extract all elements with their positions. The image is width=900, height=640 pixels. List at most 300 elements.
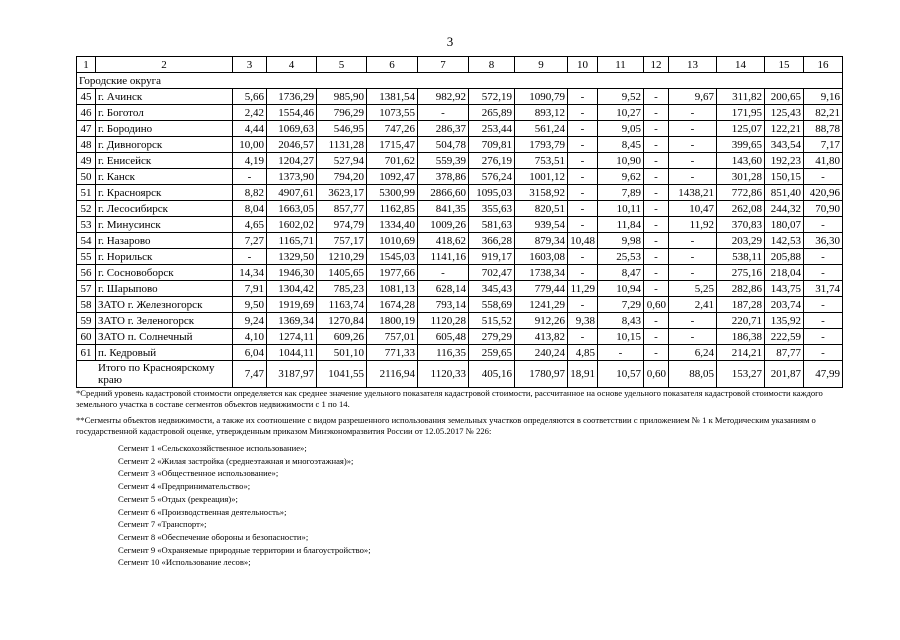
- table-cell: -: [644, 105, 669, 121]
- table-cell: 9,24: [233, 313, 267, 329]
- table-cell: -: [568, 169, 598, 185]
- municipality-name: г. Назарово: [96, 233, 233, 249]
- table-cell: 609,26: [317, 329, 367, 345]
- row-index: 59: [77, 313, 96, 329]
- table-cell: 1304,42: [267, 281, 317, 297]
- table-cell: 919,17: [469, 249, 515, 265]
- table-cell: 275,16: [717, 265, 765, 281]
- table-cell: -: [804, 313, 843, 329]
- table-cell: 9,38: [568, 313, 598, 329]
- table-cell: 772,86: [717, 185, 765, 201]
- table-cell: 572,19: [469, 89, 515, 105]
- table-cell: 4907,61: [267, 185, 317, 201]
- table-cell: 561,24: [515, 121, 568, 137]
- table-cell: 5300,99: [367, 185, 418, 201]
- table-cell: 793,14: [418, 297, 469, 313]
- table-row: [77, 105, 843, 121]
- column-number: 8: [469, 57, 515, 73]
- table-cell: 8,82: [233, 185, 267, 201]
- row-index: 45: [77, 89, 96, 105]
- table-cell: 282,86: [717, 281, 765, 297]
- column-number-row: [77, 57, 843, 73]
- table-cell: 10,11: [598, 201, 644, 217]
- table-cell: 1210,29: [317, 249, 367, 265]
- table-cell: 757,01: [367, 329, 418, 345]
- table-cell: 186,38: [717, 329, 765, 345]
- table-cell: 418,62: [418, 233, 469, 249]
- table-cell: -: [644, 265, 669, 281]
- table-cell: -: [568, 217, 598, 233]
- table-cell: 378,86: [418, 169, 469, 185]
- table-cell: 262,08: [717, 201, 765, 217]
- table-cell: 6,24: [669, 345, 717, 361]
- table-cell: 701,62: [367, 153, 418, 169]
- column-number: 16: [804, 57, 843, 73]
- table-cell: 10,00: [233, 137, 267, 153]
- row-index: 53: [77, 217, 96, 233]
- table-cell: 286,37: [418, 121, 469, 137]
- table-row: [77, 233, 843, 249]
- table-row: [77, 249, 843, 265]
- municipality-name: п. Кедровый: [96, 345, 233, 361]
- segment-item: Сегмент 5 «Отдых (рекреация)»;: [118, 493, 238, 504]
- table-cell: -: [644, 313, 669, 329]
- table-cell: -: [669, 121, 717, 137]
- column-number: 3: [233, 57, 267, 73]
- table-row: [77, 169, 843, 185]
- table-cell: 150,15: [765, 169, 804, 185]
- table-cell: 31,74: [804, 281, 843, 297]
- table-cell: 1069,63: [267, 121, 317, 137]
- table-cell: 265,89: [469, 105, 515, 121]
- table-cell: 605,48: [418, 329, 469, 345]
- table-cell: 125,43: [765, 105, 804, 121]
- table-cell: 25,53: [598, 249, 644, 265]
- table-row: [77, 329, 843, 345]
- table-cell: 1073,55: [367, 105, 418, 121]
- total-cell: 18,91: [568, 361, 598, 388]
- segment-item: Сегмент 8 «Обеспечение обороны и безопасности»;: [118, 531, 309, 542]
- column-number: 13: [669, 57, 717, 73]
- table-cell: 343,54: [765, 137, 804, 153]
- column-number: 9: [515, 57, 568, 73]
- table-cell: 399,65: [717, 137, 765, 153]
- table-cell: 8,47: [598, 265, 644, 281]
- table-cell: 1274,11: [267, 329, 317, 345]
- table-cell: -: [644, 169, 669, 185]
- table-cell: 5,66: [233, 89, 267, 105]
- table-cell: -: [669, 329, 717, 345]
- total-cell: 3187,97: [267, 361, 317, 388]
- table-cell: 143,75: [765, 281, 804, 297]
- table-cell: -: [804, 265, 843, 281]
- table-row: [77, 121, 843, 137]
- table-cell: 0,60: [644, 297, 669, 313]
- table-cell: -: [644, 185, 669, 201]
- table-cell: 82,21: [804, 105, 843, 121]
- table-cell: 301,28: [717, 169, 765, 185]
- municipality-name: г. Дивногорск: [96, 137, 233, 153]
- table-cell: 757,17: [317, 233, 367, 249]
- table-cell: 355,63: [469, 201, 515, 217]
- municipality-name: г. Канск: [96, 169, 233, 185]
- table-cell: -: [669, 249, 717, 265]
- table-cell: -: [669, 105, 717, 121]
- table-cell: 1141,16: [418, 249, 469, 265]
- segment-item: Сегмент 2 «Жилая застройка (среднеэтажная и многоэтажная)»;: [118, 455, 354, 466]
- table-cell: -: [418, 105, 469, 121]
- table-cell: 6,04: [233, 345, 267, 361]
- table-cell: 10,94: [598, 281, 644, 297]
- table-row: [77, 265, 843, 281]
- total-cell: 2116,94: [367, 361, 418, 388]
- table-cell: 218,04: [765, 265, 804, 281]
- row-index: 52: [77, 201, 96, 217]
- table-cell: 420,96: [804, 185, 843, 201]
- table-cell: 1793,79: [515, 137, 568, 153]
- table-row: [77, 185, 843, 201]
- table-cell: 14,34: [233, 265, 267, 281]
- table-cell: 546,95: [317, 121, 367, 137]
- table-cell: 2866,60: [418, 185, 469, 201]
- table-cell: -: [669, 313, 717, 329]
- table-cell: 581,63: [469, 217, 515, 233]
- table-cell: 1241,29: [515, 297, 568, 313]
- column-number: 15: [765, 57, 804, 73]
- total-cell: 153,27: [717, 361, 765, 388]
- row-index: 57: [77, 281, 96, 297]
- table-cell: 9,67: [669, 89, 717, 105]
- table-cell: -: [233, 169, 267, 185]
- table-cell: -: [644, 137, 669, 153]
- table-cell: 2,41: [669, 297, 717, 313]
- table-cell: 36,30: [804, 233, 843, 249]
- table-cell: 125,07: [717, 121, 765, 137]
- table-cell: 244,32: [765, 201, 804, 217]
- total-cell: 0,60: [644, 361, 669, 388]
- table-cell: 1204,27: [267, 153, 317, 169]
- table-cell: 9,50: [233, 297, 267, 313]
- table-cell: -: [644, 281, 669, 297]
- table-cell: -: [568, 105, 598, 121]
- table-cell: 1977,66: [367, 265, 418, 281]
- table-row: [77, 89, 843, 105]
- table-cell: 1545,03: [367, 249, 418, 265]
- municipality-name: г. Бородино: [96, 121, 233, 137]
- municipality-name: ЗАТО г. Зеленогорск: [96, 313, 233, 329]
- table-cell: -: [644, 201, 669, 217]
- table-cell: -: [804, 249, 843, 265]
- row-index: 46: [77, 105, 96, 121]
- table-cell: 1736,29: [267, 89, 317, 105]
- table-cell: 1010,69: [367, 233, 418, 249]
- column-number: 2: [96, 57, 233, 73]
- table-cell: 4,19: [233, 153, 267, 169]
- table-cell: 501,10: [317, 345, 367, 361]
- table-cell: 709,81: [469, 137, 515, 153]
- table-cell: 220,71: [717, 313, 765, 329]
- table-cell: 11,92: [669, 217, 717, 233]
- cadastral-value-table: [76, 56, 843, 388]
- table-cell: 9,62: [598, 169, 644, 185]
- table-cell: -: [804, 297, 843, 313]
- table-cell: 628,14: [418, 281, 469, 297]
- segment-item: Сегмент 6 «Производственная деятельность»;: [118, 506, 287, 517]
- table-cell: 753,51: [515, 153, 568, 169]
- municipality-name: г. Красноярск: [96, 185, 233, 201]
- row-index: 54: [77, 233, 96, 249]
- table-cell: -: [669, 169, 717, 185]
- table-cell: 1044,11: [267, 345, 317, 361]
- table-cell: 1001,12: [515, 169, 568, 185]
- municipality-name: г. Шарыпово: [96, 281, 233, 297]
- table-cell: -: [418, 265, 469, 281]
- segment-item: Сегмент 7 «Транспорт»;: [118, 519, 207, 530]
- total-cell: 1041,55: [317, 361, 367, 388]
- row-index: 56: [77, 265, 96, 281]
- table-cell: 4,44: [233, 121, 267, 137]
- table-row: [77, 217, 843, 233]
- municipality-name: ЗАТО п. Солнечный: [96, 329, 233, 345]
- table-cell: -: [669, 233, 717, 249]
- table-cell: 893,12: [515, 105, 568, 121]
- table-cell: 222,59: [765, 329, 804, 345]
- table-cell: 1163,74: [317, 297, 367, 313]
- municipality-name: ЗАТО г. Железногорск: [96, 297, 233, 313]
- column-number: 7: [418, 57, 469, 73]
- table-cell: 1663,05: [267, 201, 317, 217]
- table-cell: -: [804, 345, 843, 361]
- table-cell: 974,79: [317, 217, 367, 233]
- table-cell: 1369,34: [267, 313, 317, 329]
- table-cell: 504,78: [418, 137, 469, 153]
- table-cell: 1009,26: [418, 217, 469, 233]
- table-cell: 851,40: [765, 185, 804, 201]
- table-cell: 413,82: [515, 329, 568, 345]
- table-cell: 1131,28: [317, 137, 367, 153]
- footnote-segments: [76, 415, 856, 437]
- footnote-average-level: [76, 388, 856, 410]
- table-cell: 1405,65: [317, 265, 367, 281]
- table-cell: -: [644, 217, 669, 233]
- table-cell: 1946,30: [267, 265, 317, 281]
- table-cell: 4,10: [233, 329, 267, 345]
- table-cell: -: [568, 153, 598, 169]
- column-number: 5: [317, 57, 367, 73]
- table-cell: 779,44: [515, 281, 568, 297]
- table-cell: -: [669, 153, 717, 169]
- table-cell: 985,90: [317, 89, 367, 105]
- table-cell: 279,29: [469, 329, 515, 345]
- table-cell: 116,35: [418, 345, 469, 361]
- table-cell: 10,15: [598, 329, 644, 345]
- table-cell: 9,98: [598, 233, 644, 249]
- footnote-1-text: *Средний уровень кадастровой стоимости определяется как среднее значение удельного показателя кадастровой стоимости, рассчитанное на основе удельного показателя кадастровой стоимости каждого земельного участка в составе сегментов объектов недвижимости с 1 по 14.: [76, 388, 823, 409]
- table-cell: 87,77: [765, 345, 804, 361]
- column-number: 10: [568, 57, 598, 73]
- table-cell: 1329,50: [267, 249, 317, 265]
- table-cell: 1603,08: [515, 249, 568, 265]
- row-index: 49: [77, 153, 96, 169]
- table-cell: 1334,40: [367, 217, 418, 233]
- table-cell: 857,77: [317, 201, 367, 217]
- table-cell: 527,94: [317, 153, 367, 169]
- segment-list: [118, 442, 371, 569]
- table-cell: -: [568, 185, 598, 201]
- table-cell: 9,05: [598, 121, 644, 137]
- table-cell: -: [669, 137, 717, 153]
- table-cell: 7,89: [598, 185, 644, 201]
- table-cell: -: [598, 345, 644, 361]
- row-index: 55: [77, 249, 96, 265]
- table-cell: 912,26: [515, 313, 568, 329]
- table-cell: 88,78: [804, 121, 843, 137]
- table-row: [77, 281, 843, 297]
- table-row: [77, 137, 843, 153]
- table-cell: -: [804, 217, 843, 233]
- table-cell: 10,47: [669, 201, 717, 217]
- table-cell: 214,21: [717, 345, 765, 361]
- table-cell: 3158,92: [515, 185, 568, 201]
- table-cell: 879,34: [515, 233, 568, 249]
- table-cell: 1270,84: [317, 313, 367, 329]
- group-label: Городские округа: [77, 73, 843, 89]
- total-cell: 405,16: [469, 361, 515, 388]
- table-cell: 366,28: [469, 233, 515, 249]
- total-cell: 88,05: [669, 361, 717, 388]
- table-cell: 7,29: [598, 297, 644, 313]
- table-cell: -: [568, 201, 598, 217]
- table-cell: -: [644, 121, 669, 137]
- table-cell: -: [644, 89, 669, 105]
- table-cell: 1438,21: [669, 185, 717, 201]
- table-cell: 70,90: [804, 201, 843, 217]
- group-row: [77, 73, 843, 89]
- total-cell: 7,47: [233, 361, 267, 388]
- table-cell: 41,80: [804, 153, 843, 169]
- table-cell: 982,92: [418, 89, 469, 105]
- table-cell: 771,33: [367, 345, 418, 361]
- segment-item: Сегмент 9 «Охраняемые природные территории и благоустройство»;: [118, 544, 371, 555]
- table-cell: 135,92: [765, 313, 804, 329]
- table-cell: -: [644, 329, 669, 345]
- table-cell: 2,42: [233, 105, 267, 121]
- segment-item: Сегмент 10 «Использование лесов»;: [118, 557, 251, 568]
- table-cell: 370,83: [717, 217, 765, 233]
- municipality-name: г. Ачинск: [96, 89, 233, 105]
- table-cell: 122,21: [765, 121, 804, 137]
- table-cell: 8,04: [233, 201, 267, 217]
- column-number: 14: [717, 57, 765, 73]
- table-cell: -: [644, 249, 669, 265]
- segment-item: Сегмент 1 «Сельскохозяйственное использование»;: [118, 443, 307, 453]
- table-cell: 8,45: [598, 137, 644, 153]
- table-cell: 11,84: [598, 217, 644, 233]
- table-cell: 171,95: [717, 105, 765, 121]
- table-cell: 538,11: [717, 249, 765, 265]
- table-cell: 142,53: [765, 233, 804, 249]
- table-cell: 747,26: [367, 121, 418, 137]
- table-cell: -: [568, 137, 598, 153]
- table-cell: 1090,79: [515, 89, 568, 105]
- table-cell: 240,24: [515, 345, 568, 361]
- table-cell: 1092,47: [367, 169, 418, 185]
- table-cell: 276,19: [469, 153, 515, 169]
- table-row: [77, 153, 843, 169]
- footnote-2-text: **Сегменты объектов недвижимости, а также их соотношение с видом разрешенного использования земельных участков определяются в соответствии с приложением № 1 к Методическим указаниям о государственной кадастровой оценке, утвержденным приказом Минэкономразвития России от 12.05.2017 № 226:: [76, 415, 816, 436]
- table-cell: 2046,57: [267, 137, 317, 153]
- total-row: [77, 361, 843, 388]
- table-cell: 143,60: [717, 153, 765, 169]
- table-cell: 7,27: [233, 233, 267, 249]
- table-cell: 4,85: [568, 345, 598, 361]
- segment-item: Сегмент 4 «Предпринимательство»;: [118, 481, 251, 492]
- table-row: [77, 201, 843, 217]
- municipality-name: г. Боготол: [96, 105, 233, 121]
- table-cell: 820,51: [515, 201, 568, 217]
- municipality-name: г. Лесосибирск: [96, 201, 233, 217]
- table-cell: 1674,28: [367, 297, 418, 313]
- table-cell: 1800,19: [367, 313, 418, 329]
- table-cell: 702,47: [469, 265, 515, 281]
- table-cell: 9,52: [598, 89, 644, 105]
- table-cell: 253,44: [469, 121, 515, 137]
- table-cell: 1165,71: [267, 233, 317, 249]
- column-number: 12: [644, 57, 669, 73]
- table-cell: 203,29: [717, 233, 765, 249]
- table-cell: 1381,54: [367, 89, 418, 105]
- row-index: 58: [77, 297, 96, 313]
- table-cell: 180,07: [765, 217, 804, 233]
- column-number: 6: [367, 57, 418, 73]
- table-cell: 200,65: [765, 89, 804, 105]
- table-cell: -: [568, 89, 598, 105]
- total-cell: 201,87: [765, 361, 804, 388]
- column-number: 11: [598, 57, 644, 73]
- table-cell: -: [568, 249, 598, 265]
- table-cell: -: [644, 345, 669, 361]
- table-cell: 1095,03: [469, 185, 515, 201]
- table-cell: 794,20: [317, 169, 367, 185]
- table-cell: 345,43: [469, 281, 515, 297]
- total-cell: 1780,97: [515, 361, 568, 388]
- table-cell: 1373,90: [267, 169, 317, 185]
- table-cell: 1919,69: [267, 297, 317, 313]
- table-cell: -: [568, 297, 598, 313]
- table-cell: 939,54: [515, 217, 568, 233]
- table-cell: -: [644, 153, 669, 169]
- total-cell: 47,99: [804, 361, 843, 388]
- municipality-name: г. Сосновоборск: [96, 265, 233, 281]
- table-cell: 311,82: [717, 89, 765, 105]
- row-index: 50: [77, 169, 96, 185]
- municipality-name: г. Енисейск: [96, 153, 233, 169]
- table-cell: 1554,46: [267, 105, 317, 121]
- table-cell: 7,17: [804, 137, 843, 153]
- row-index: 60: [77, 329, 96, 345]
- column-number: 4: [267, 57, 317, 73]
- table-cell: 10,48: [568, 233, 598, 249]
- row-index: 61: [77, 345, 96, 361]
- table-cell: 1162,85: [367, 201, 418, 217]
- segment-item: Сегмент 3 «Общественное использование»;: [118, 468, 279, 479]
- table-cell: 785,23: [317, 281, 367, 297]
- table-cell: -: [644, 233, 669, 249]
- table-cell: 3623,17: [317, 185, 367, 201]
- total-cell: 10,57: [598, 361, 644, 388]
- table-cell: 10,90: [598, 153, 644, 169]
- column-number: 1: [77, 57, 96, 73]
